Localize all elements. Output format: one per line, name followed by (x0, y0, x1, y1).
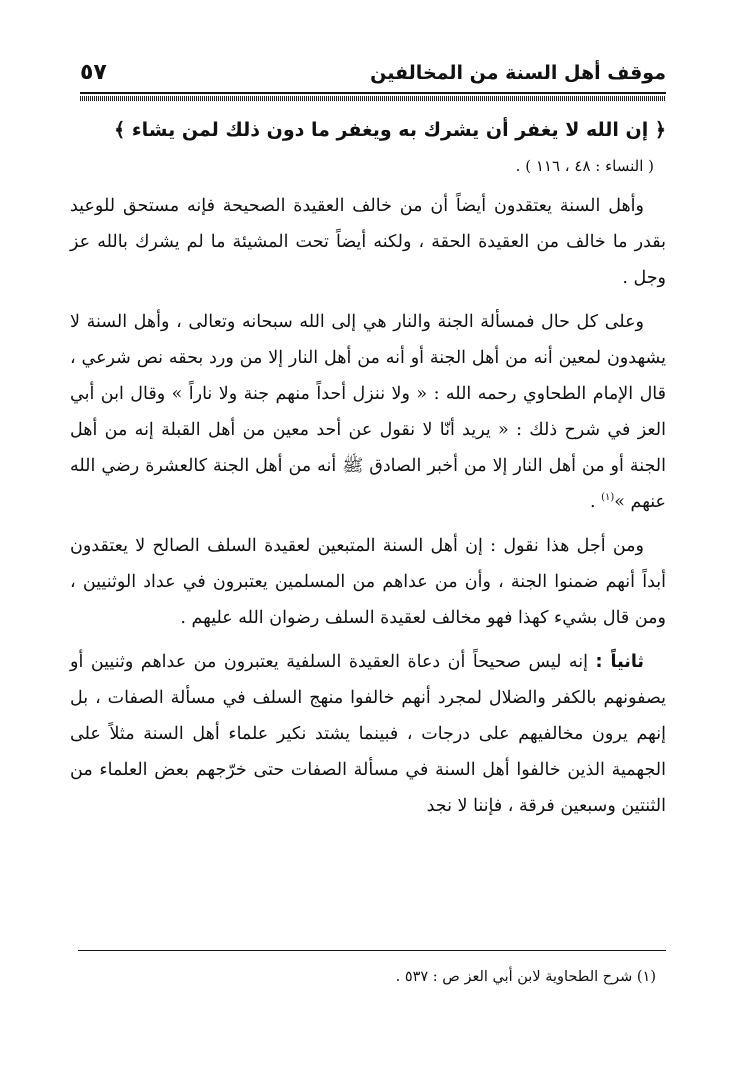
page-number: ٥٧ (80, 60, 107, 85)
header-ornament-band (80, 96, 666, 101)
footnote-reference[interactable]: (١) (601, 492, 615, 504)
paragraph-4 (70, 644, 666, 824)
paragraph-1 (70, 188, 666, 296)
paragraph-2 (70, 304, 666, 520)
header-title: موقف أهل السنة من المخالفين (370, 62, 666, 84)
paragraph-tail: . (589, 492, 602, 512)
paragraph-text: ومن أجل هذا نقول : إن أهل السنة المتبعين لعقيدة السلف الصالح لا يعتقدون أبداً أنهم ضمنوا الجنة ، وأن من عداهم من المسلمين يعتبرون في عداد الوثنيين ، ومن قال بشيء كهذا فهو مخالف لعقيدة السلف رضوان الله عليهم . (70, 536, 666, 628)
paragraph-3 (70, 528, 666, 636)
header-rule (80, 92, 666, 94)
verse-citation: ( النساء : ٤٨ ، ١١٦ ) . (515, 157, 654, 175)
quran-verse: ﴿ إن الله لا يغفر أن يشرك به ويغفر ما دون ذلك لمن يشاء ﴾ (114, 119, 666, 141)
paragraph-lead: ثانياً : (595, 652, 644, 672)
paragraph-text: وعلى كل حال فمسألة الجنة والنار هي إلى الله سبحانه وتعالى ، وأهل السنة لا يشهدون لمعين أنه من أهل الجنة أو أنه من أهل النار إلا من ورد بحقه نص شرعي ، قال الإمام الطحاوي رحمه الله : « ولا ننزل أحداً منهم جنة ولا ناراً » وقال ابن أبي العز في شرح ذلك : « يريد أنّا لا نقول عن أحد معين من أهل القبلة إنه من أهل الجنة أو من أهل النار إلا من أخبر الصادق ﷺ أنه من أهل الجنة كالعشرة رضي الله عنهم » (70, 312, 666, 512)
paragraph-text: إنه ليس صحيحاً أن دعاة العقيدة السلفية يعتبرون من عداهم وثنيين أو يصفونهم بالكفر والضلال لمجرد أنهم خالفوا منهج السلف في مسألة الصفات ، بل إنهم يرون مخالفيهم على درجات ، فبينما يشتد نكير علماء أهل السنة مثلاً على الجهمية الذين خالفوا أهل السنة في مسألة الصفات حتى خرّجهم بعض العلماء من الثنتين وسبعين فرقة ، فإننا لا نجد (70, 652, 666, 816)
footnote: (١) شرح الطحاوية لابن أبي العز ص : ٥٣٧ . (395, 969, 656, 985)
footnote-separator (78, 950, 666, 951)
paragraph-text: وأهل السنة يعتقدون أيضاً أن من خالف العقيدة الصحيحة فإنه مستحق للوعيد بقدر ما خالف من العقيدة الحقة ، ولكنه أيضاً تحت المشيئة ما لم يشرك بالله عز وجل . (70, 196, 666, 288)
running-header (80, 58, 666, 92)
page-body (70, 112, 666, 824)
